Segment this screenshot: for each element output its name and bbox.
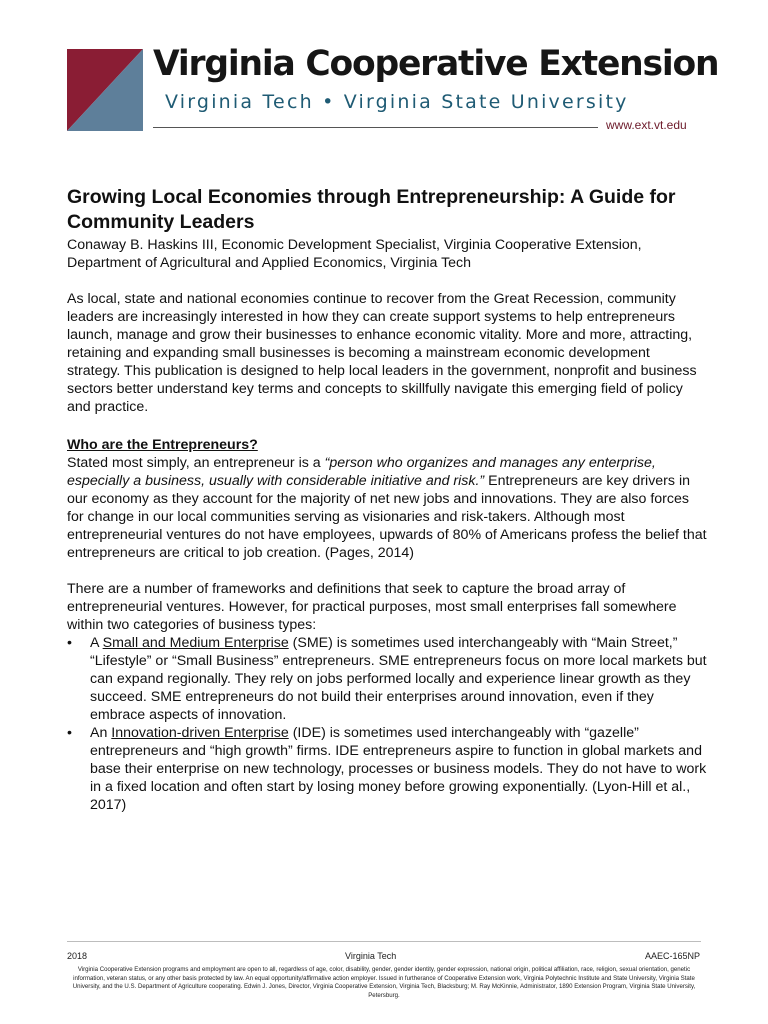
list-item-text: An [90, 725, 112, 741]
term-sme: Small and Medium Enterprise [102, 635, 289, 651]
vce-logo-icon [67, 49, 143, 131]
footer-divider [67, 941, 701, 942]
definition-text-continued: Entrepreneurs are key drivers in our economy as they account for the majority of net new jobs and innovations. They are also forces for change in our local communities serving as visionaries and risk-takers. Although most entrepreneurial ventures do not have employees, upwards of 80% of Americans profess the belief that entrepreneurs are critical to job creation. (Pages, 2014) [67, 473, 707, 561]
business-types-list [67, 634, 707, 814]
publication-code: AAEC-165NP [644, 951, 700, 961]
list-item-text: (IDE) is sometimes used interchangeably with “gazelle” entrepreneurs and “high growth” firms. IDE entrepreneurs aspire to function in global markets and base their enterprise on new technology, processes or business models. They do not have to work in a fixed location and often start by losing money before growing exponentially. (Lyon-Hill et al., 2017) [90, 725, 707, 813]
list-item-text: A [90, 635, 103, 651]
definition-paragraph [67, 454, 707, 562]
footer-institution: Virginia Tech [345, 951, 397, 961]
intro-paragraph: As local, state and national economies continue to recover from the Great Recession, community leaders are increasingly interested in how they can create support systems to help entrepreneurs launch, manage and grow their businesses to enhance economic vitality. More and more, attracting, retaining and expanding small businesses is becoming a mainstream economic development strategy. This publication is designed to help local leaders in the government, nonprofit and business sectors better understand key terms and concepts to skillfully navigate this emerging field of policy and practice. [67, 291, 697, 415]
term-ide: Innovation-driven Enterprise [111, 725, 289, 741]
header-divider [153, 127, 598, 128]
frameworks-paragraph: There are a number of frameworks and definitions that seek to capture the broad array of entrepreneurial ventures. However, for practical purposes, most small enterprises fall somewhere within two categories of business types: [67, 581, 677, 633]
brand-title: Virginia Cooperative Extension [153, 44, 719, 84]
list-item-text: (SME) is sometimes used interchangeably with “Main Street,” “Lifestyle” or “Small Business” entrepreneurs. SME entrepreneurs focus on more local markets but can expand regionally. They rely on jobs performed locally and experience linear growth as they succeed. SME entrepreneurs do not build their enterprises around innovation, even if they embrace aspects of innovation. [90, 635, 707, 723]
footer-year: 2018 [67, 951, 88, 961]
bullet-icon: • [67, 725, 72, 741]
website-url[interactable]: www.ext.vt.edu [606, 118, 687, 132]
section-heading: Who are the Entrepreneurs? [67, 437, 258, 453]
author-line: Conaway B. Haskins III, Economic Development Specialist, Virginia Cooperative Extension, Department of Agricultural and Applied Economics, Virginia Tech [67, 237, 642, 271]
bullet-icon: • [67, 635, 72, 651]
document-title: Growing Local Economies through Entrepreneurship: A Guide for Community Leaders [67, 186, 676, 233]
definition-quote: “person who organizes and manages any enterprise, especially a business, usually with considerable initiative and risk.” [67, 455, 656, 489]
definition-text: Stated most simply, an entrepreneur is a [67, 455, 325, 471]
legal-notice: Virginia Cooperative Extension programs and employment are open to all, regardless of age, color, disability, gender, gender identity, gender expression, national origin, political affiliation, race, religion, sexual orientation, genetic information, veteran status, or any other basis protected by law. An equal opportunity/affirmative action employer. Issued in furtherance of Cooperative Extension work, Virginia Polytechnic Institute and State University, Virginia State University, and the U.S. Department of Agriculture cooperating. Edwin J. Jones, Director, Virginia Cooperative Extension, Virginia Tech, Blacksburg; M. Ray McKinnie, Administrator, 1890 Extension Program, Virginia State University, Petersburg. [72, 966, 696, 999]
list-item-ide [67, 724, 707, 814]
list-item-sme [67, 634, 707, 724]
document-body [67, 185, 707, 814]
brand-subtitle: Virginia Tech • Virginia State University [165, 91, 629, 113]
